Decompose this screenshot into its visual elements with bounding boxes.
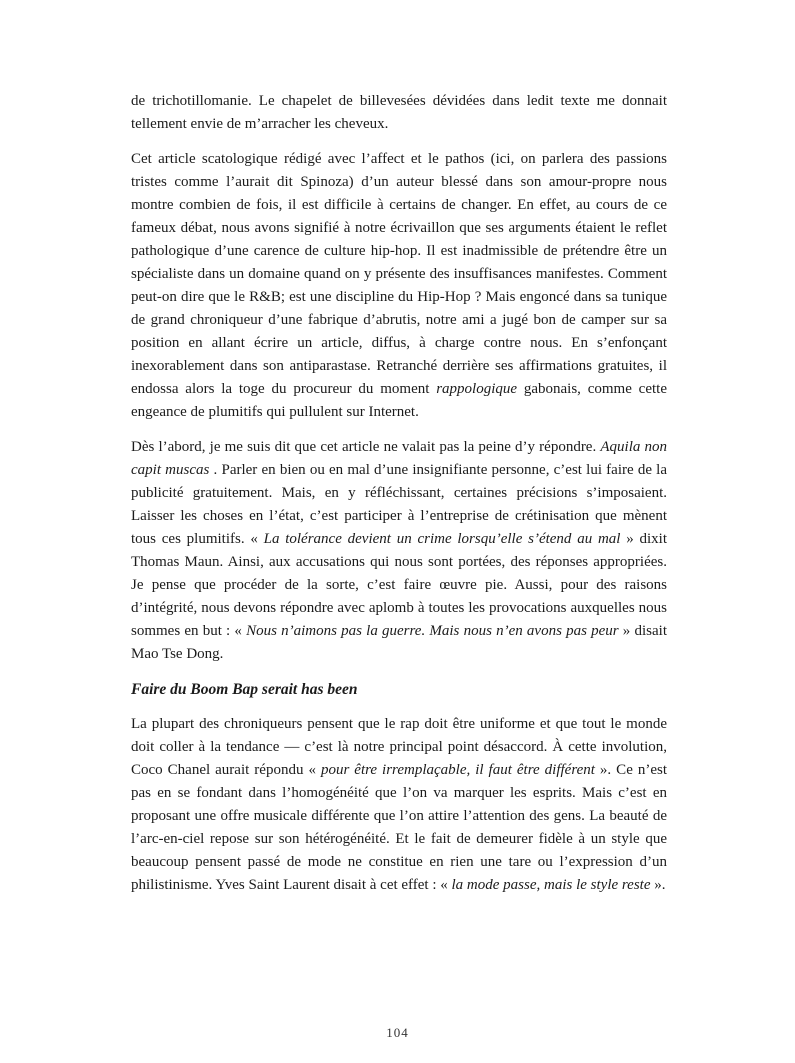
text-run: ». Ce n’est pas en se fondant dans l’homogénéité que l’on va marquer les esprits. Mais c’est en proposant une offre musicale différente que l’on attire l’attention des gens. La beauté de l’arc-en-ciel repose sur son hétérogénéité. Et le fait de demeurer fidèle à un style que beaucoup pensent passé de mode ne constitue en rien une tare ou l’expression d’un philistinisme. Yves Saint Laurent disait à cet effet : «: [131, 762, 668, 893]
text-run-italic: rappologique: [436, 381, 518, 397]
text-run-italic: Nous n’aimons pas la guerre. Mais nous n’en avons pas peur: [246, 623, 619, 639]
text-run-bold-italic: Faire du Boom Bap serait has been: [131, 681, 358, 698]
text-run: . Parler en bien ou en mal d’une insignifiante personne, c’est lui faire de la publicité gratuitement. Mais, en y réfléchissant, certaines précisions s’imposaient. Laisser les choses en l’état, c’est participer à l’entreprise de crétinisation que mènent tous ces plumitifs. «: [131, 462, 667, 547]
text-run-italic: pour être irremplaçable, il faut être différent: [320, 762, 595, 778]
text-run: Dès l’abord, je me suis dit que cet article ne valait pas la peine d’y répondre.: [131, 439, 601, 455]
text-run: Cet article scatologique rédigé avec l’affect et le pathos (ici, on parlera des passions tristes comme l’aurait dit Spinoza) d’un auteur blessé dans son amour-propre nous montre combien de fois, il est difficile à certains de changer. En effet, au cours de ce fameux débat, nous avons signifié à notre écrivaillon que ses arguments étaient le reflet pathologique d’une carence de culture hip-hop. Il est inadmissible de prétendre être un spécialiste dans un domaine quand on y présente des insuffisances manifestes. Comment peut-on dire que le R&B; est une discipline du Hip-Hop ? Mais engoncé dans sa tunique de grand chroniqueur d’une fabrique d’abrutis, notre ami a jugé bon de camper sur sa position en allant écrire un article, diffus, à charge contre nous. En s’enfonçant inexorablement dans son antiparastase. Retranché derrière ses affirmations gratuites, il endossa alors la toge du procureur du moment: [131, 151, 667, 397]
text-run: ».: [650, 877, 666, 893]
paragraph: [131, 90, 667, 136]
text-run: de trichotillomanie. Le chapelet de billevesées dévidées dans ledit texte me donnait tellement envie de m’arracher les cheveux.: [131, 93, 667, 132]
text-content: [131, 90, 667, 909]
paragraph: [131, 436, 667, 666]
page-number: 104: [386, 1025, 409, 1040]
text-run-italic: la mode passe, mais le style reste: [451, 877, 651, 893]
paragraph: [131, 713, 667, 897]
text-run-italic: La tolérance devient un crime lorsqu’elle s’étend au mal: [263, 531, 621, 547]
text-run: La plupart des chroniqueurs pensent que le rap doit être uniforme et que tout le monde doit coller à la tendance — c’est là notre principal point désaccord. À cette involution, Coco Chanel aurait répondu «: [131, 716, 667, 778]
text-run: gabonais, comme cette engeance de plumitifs qui pullulent sur Internet.: [131, 381, 667, 420]
text-run: » disait Mao Tse Dong.: [131, 623, 667, 662]
section-heading: [131, 678, 667, 701]
text-run-italic: Aquila non capit muscas: [131, 439, 667, 478]
paragraph: [131, 148, 667, 424]
text-run: » dixit Thomas Maun. Ainsi, aux accusations qui nous sont portées, des réponses appropriées. Je pense que procéder de la sorte, c’est faire œuvre pie. Aussi, pour des raisons d’intégrité, nous devons répondre avec aplomb à toutes les provocations auxquelles nous sommes en but : «: [131, 531, 667, 639]
